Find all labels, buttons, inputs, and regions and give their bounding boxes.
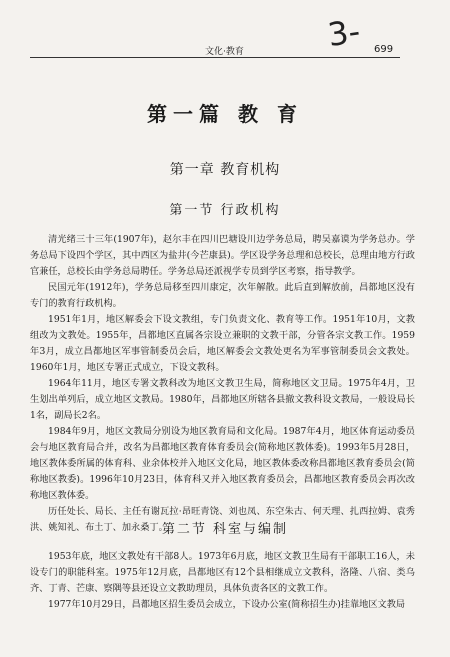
header-rule (30, 57, 400, 58)
paragraph: 1951年1月，地区解委会下设文教组，专门负责文化、教育等工作。1951年10月，文教组改为文教处。1955年，昌都地区直属各宗设立兼职的文教干部，分管各宗文教工作。1959年3月，成立昌都地区军事管制委员会后，地区解委会文教处更名为军事管制委员会文教处。1960年1月，地区专署正式成立，下设文教科。 (30, 314, 415, 373)
handwritten-mark: 3- (325, 11, 363, 55)
running-head-section: 文化·教育 (205, 47, 244, 57)
paragraph: 1977年10月29日，昌都地区招生委员会成立，下设办公室(简称招生办)挂靠地区文教局 (48, 599, 406, 610)
section-title-offices: 第二节 科室与编制 (161, 522, 289, 537)
paragraph: 历任处长、局长、主任有谢瓦拉·昂旺青饶、刘也凤、东空朱古、何天理、扎西拉姆、袁秀洪、姚知礼、布土丁、加永桑丁。 (30, 506, 415, 533)
paragraph: 清光绪三十三年(1907年)，赵尔丰在四川巴塘设川边学务总局，聘吴嘉谟为学务总办。学务总局下设四个学区，其中西区为盐井(今芒康县)。学区设学务总理和总校长，总理由地方行政官兼任，总校长由学务总局聘任。学务总局还派视学专员到学区考察，指导教学。 (30, 234, 415, 277)
section-body-administrative (30, 232, 415, 536)
paragraph: 民国元年(1912年)，学务总局移至四川康定，次年解散。此后直到解放前，昌都地区没有专门的教育行政机构。 (30, 282, 415, 309)
paragraph: 1984年9月，地区文教局分别设为地区教育局和文化局。1987年4月，地区体育运动委员会与地区教育局合并，改名为昌都地区教育体育委员会(简称地区教体委)。1993年5月28日，地区教体委所属的体育科、业余体校并入地区文化局，地区教体委改称昌都地区教育委员会(简称地区教委)。1996年10月23日，体育科又并入地区教育委员会，昌都地区教育委员会再次改称地区教体委。 (30, 426, 415, 501)
section-body-offices (30, 549, 415, 613)
part-title: 第一篇 教 育 (147, 102, 303, 126)
paragraph: 1953年底，地区文教处有干部8人。1973年6月底，地区文教卫生局有干部职工16人，未设专门的职能科室。1975年12月底，昌都地区有12个县相继成立文教科，洛隆、八宿、类乌齐、丁青、芒康、察隅等县还设立文教助理员，具体负责各区的文教工作。 (30, 551, 415, 594)
page-number: 699 (374, 44, 394, 55)
chapter-title: 第一章 教育机构 (169, 162, 281, 178)
section-title-administrative: 第一节 行政机构 (169, 203, 281, 218)
paragraph: 1964年11月，地区专署文教科改为地区文教卫生局，简称地区文卫局。1975年4月，卫生划出单列后，成立地区文教局。1980年，昌都地区所辖各县撤文教科设文教局，一般设局长1名，副局长2名。 (30, 378, 415, 421)
